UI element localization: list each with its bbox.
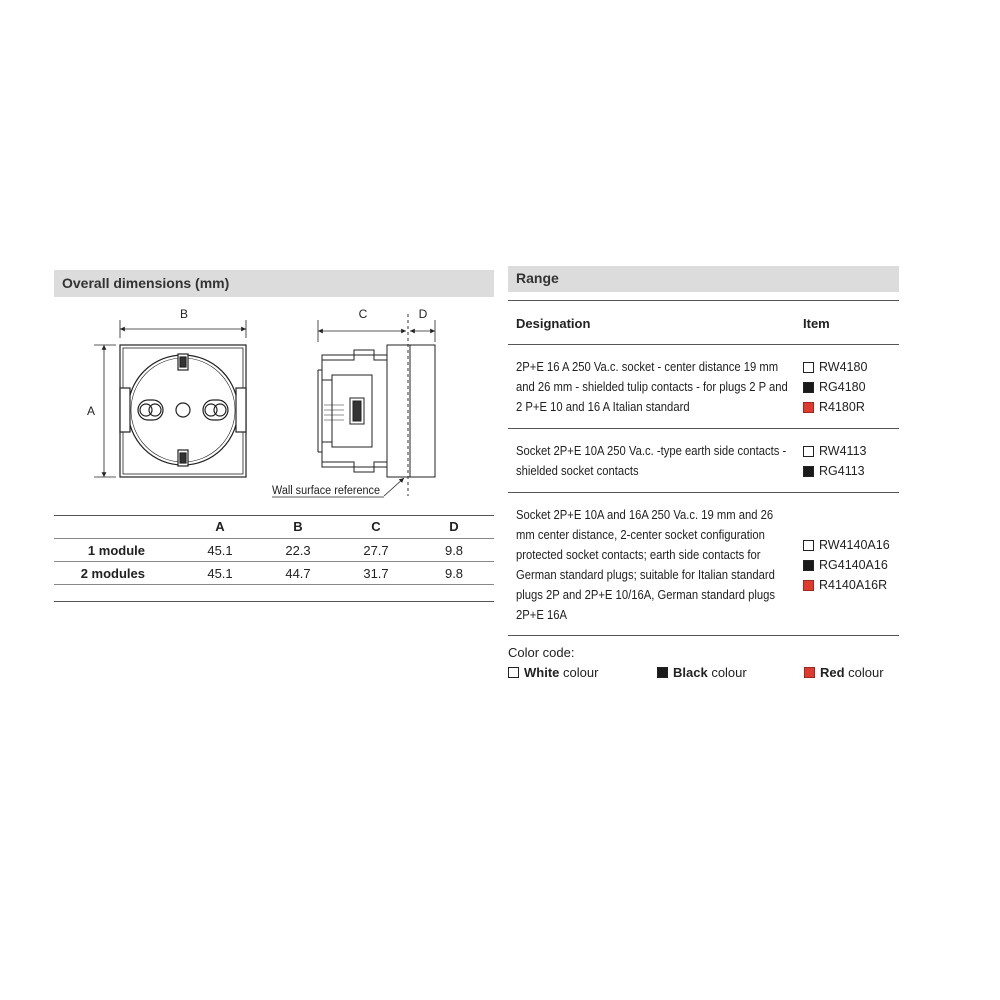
table-cell: 44.7 [285, 566, 311, 581]
black-swatch-icon [803, 560, 814, 571]
col-designation: Designation [516, 316, 591, 331]
designation-row-1: 2P+E 16 A 250 Va.c. socket - center distance 19 mm and 26 mm - shielded tulip contacts - for plugs 2 P and 2 P+E 10 and 16 A Italian standard [516, 360, 788, 414]
white-swatch-icon [803, 362, 814, 373]
dimension-b [120, 320, 246, 338]
list-item: RW4140A16 [803, 535, 890, 555]
row-label-2-modules: 2 modules [80, 566, 145, 581]
list-item: RG4140A16 [803, 555, 890, 575]
label-c: C [358, 307, 368, 321]
red-swatch-icon [803, 402, 814, 413]
table-cell: 9.8 [444, 543, 464, 558]
black-swatch-icon [803, 466, 814, 477]
list-item: RG4113 [803, 461, 866, 481]
col-b: B [293, 519, 303, 534]
table-cell: 45.1 [207, 543, 233, 558]
list-item: RW4113 [803, 441, 866, 461]
col-a: A [215, 519, 225, 534]
white-swatch-icon [508, 667, 519, 678]
side-view [318, 345, 435, 477]
table-cell: 22.3 [285, 543, 311, 558]
legend-white: White colour [508, 665, 598, 680]
red-swatch-icon [803, 580, 814, 591]
dimension-d [410, 320, 435, 342]
row-label-1-module: 1 module [87, 543, 145, 558]
col-d: D [449, 519, 459, 534]
table-cell: 45.1 [207, 566, 233, 581]
dimension-c [318, 320, 406, 342]
designation-row-2: Socket 2P+E 10A 250 Va.c. -type earth side contacts - shielded socket contacts [516, 444, 787, 478]
white-swatch-icon [803, 446, 814, 457]
label-a: A [86, 404, 96, 418]
black-swatch-icon [803, 382, 814, 393]
list-item: R4180R [803, 397, 867, 417]
table-cell: 31.7 [363, 566, 389, 581]
dimensions-header [54, 270, 494, 297]
items-row-1 [803, 357, 867, 417]
white-swatch-icon [803, 540, 814, 551]
dimension-a [94, 345, 116, 477]
label-d: D [418, 307, 428, 321]
dimensions-title: Overall dimensions (mm) [62, 275, 230, 291]
range-title: Range [516, 270, 559, 286]
list-item: R4140A16R [803, 575, 890, 595]
items-row-3 [803, 535, 890, 595]
wall-surface-label: Wall surface reference [272, 485, 380, 497]
range-header [508, 266, 899, 292]
list-item: RG4180 [803, 377, 867, 397]
table-cell: 9.8 [444, 566, 464, 581]
label-b: B [179, 307, 189, 321]
legend-black: Black colour [657, 665, 747, 680]
table-cell: 27.7 [363, 543, 389, 558]
red-swatch-icon [804, 667, 815, 678]
legend-red: Red colour [804, 665, 884, 680]
black-swatch-icon [657, 667, 668, 678]
items-row-2 [803, 441, 866, 481]
front-view [120, 345, 246, 477]
designation-row-3: Socket 2P+E 10A and 16A 250 Va.c. 19 mm and 26 mm center distance, 2-center socket configuration protected socket contacts; earth side contacts for German standard plugs; suitable for Italian standard plugs 2P and 2P+E 10/16A, German standard plugs 2P+E 16A [516, 508, 776, 622]
list-item: RW4180 [803, 357, 867, 377]
color-code-title: Color code: [508, 645, 575, 660]
col-item: Item [803, 316, 830, 331]
col-c: C [371, 519, 381, 534]
socket-dimension-diagram [54, 300, 494, 510]
